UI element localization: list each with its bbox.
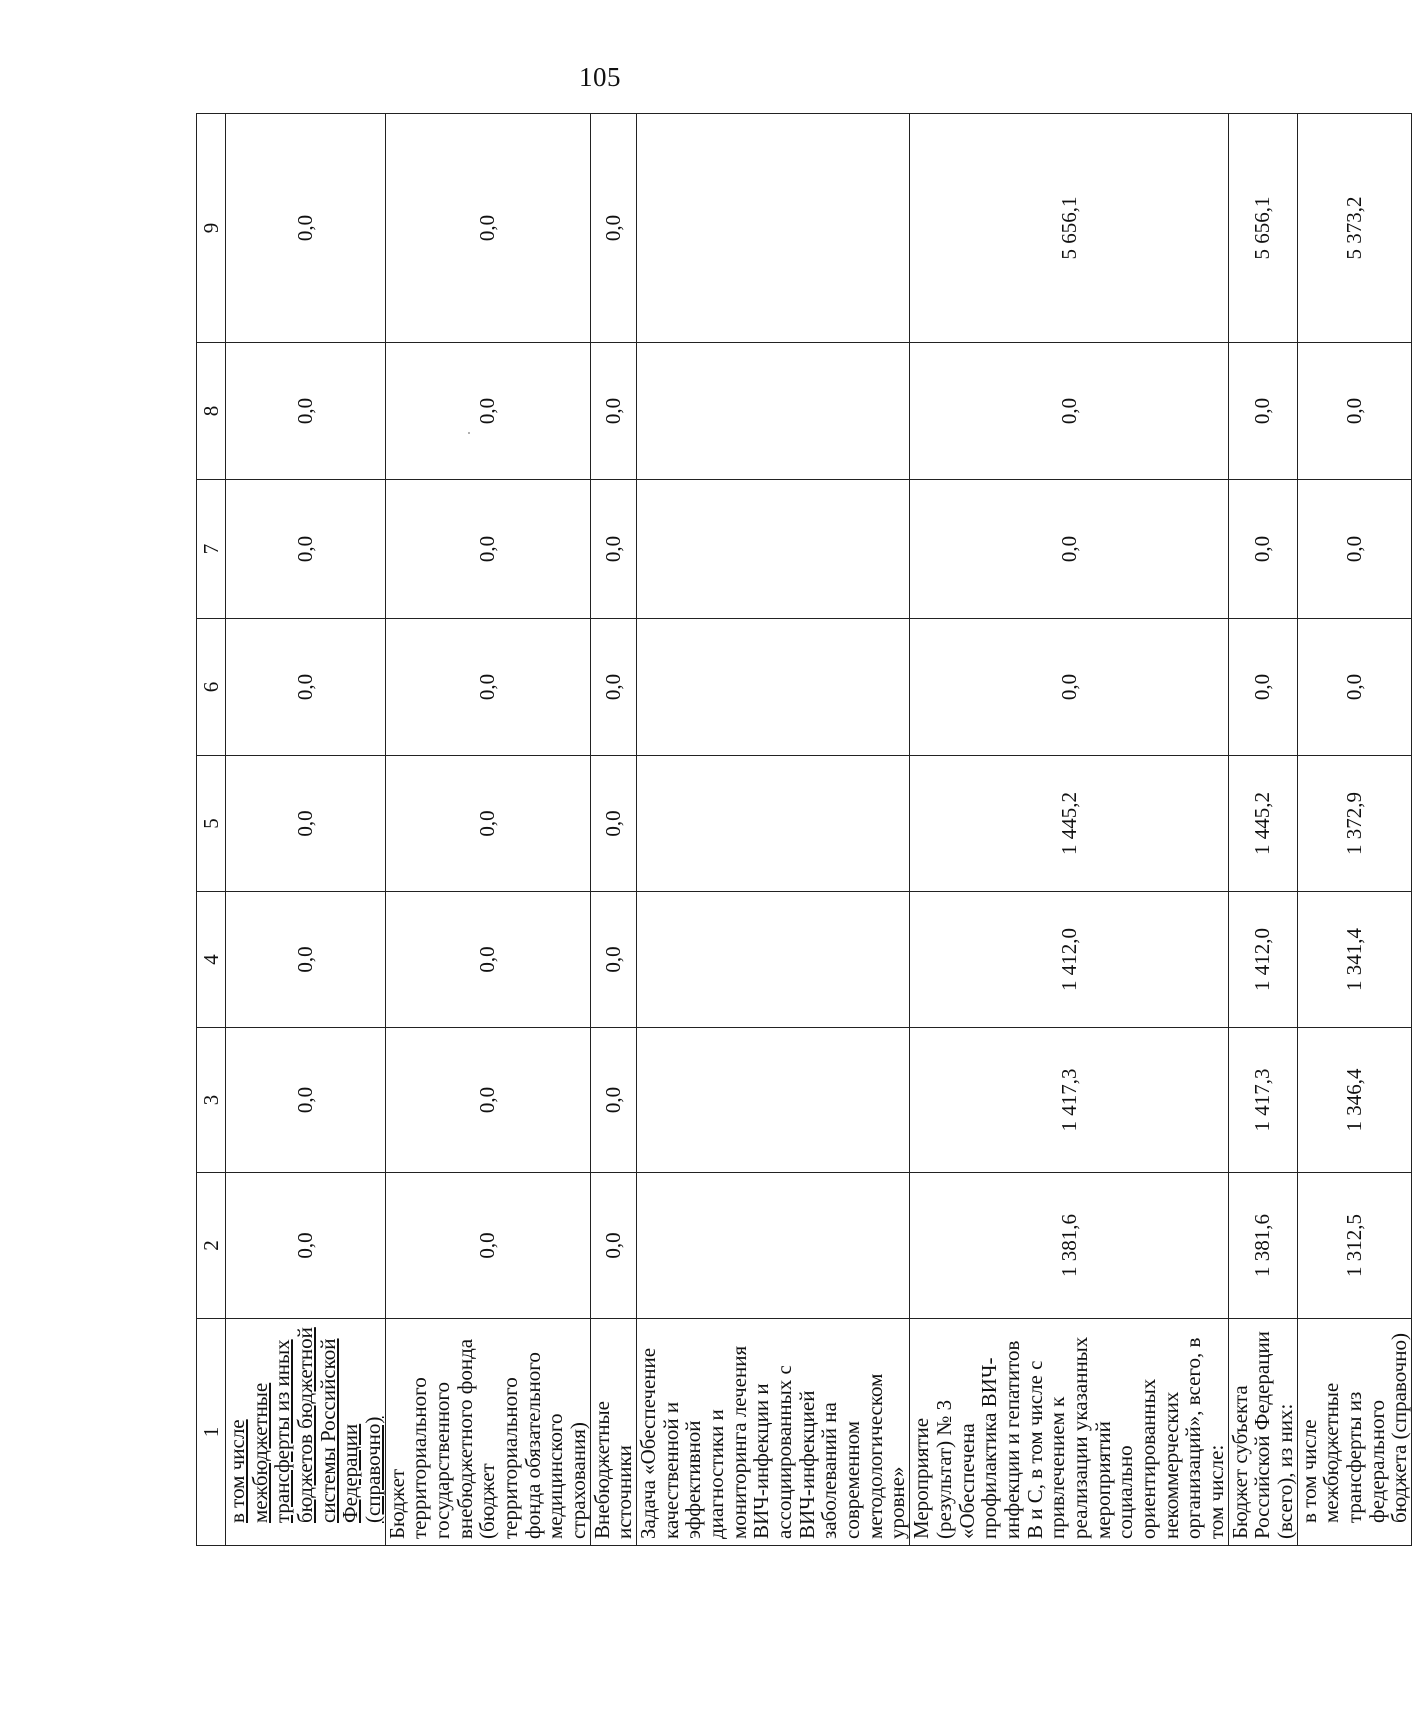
row-label: Мероприятие (результат) № 3 «Обеспечена профилактика ВИЧ-инфекции и гепатитов В и С, в том числе с привлечением к реализации указанных мероприятий социально ориентированных некоммерческих организаций», всего, в том числе: — [910, 1319, 1228, 1546]
table-cell: 0,0 — [590, 480, 636, 619]
row-label: Бюджет территориального государственного внебюджетного фонда (бюджет территориального фонда обязательного медицинского страхования) — [385, 1319, 590, 1546]
column-header: 9 — [197, 114, 226, 343]
table-cell: 0,0 — [226, 619, 386, 756]
table-cell: 0,0 — [590, 343, 636, 480]
table-cell: 0,0 — [385, 756, 590, 892]
row-label — [226, 1319, 386, 1546]
row-label: Внебюджетные источники — [590, 1319, 636, 1546]
table-row — [226, 114, 386, 1546]
table-cell: 5 656,1 — [910, 114, 1228, 343]
table-row — [637, 114, 910, 1546]
table-cell: 1 445,2 — [910, 756, 1228, 892]
table-cell: 0,0 — [1228, 343, 1297, 480]
table-cell — [637, 1173, 910, 1319]
table-cell: 0,0 — [226, 1173, 386, 1319]
table-cell: 1 417,3 — [910, 1028, 1228, 1173]
column-header: 6 — [197, 619, 226, 756]
table-row — [1297, 114, 1411, 1546]
table-row — [385, 114, 590, 1546]
table-cell: 1 412,0 — [910, 892, 1228, 1028]
table-cell: 0,0 — [910, 480, 1228, 619]
column-header: 1 — [197, 1319, 226, 1546]
column-header: 8 — [197, 343, 226, 480]
table-cell — [637, 619, 910, 756]
table-frame — [196, 114, 1412, 1546]
table-cell: 0,0 — [226, 892, 386, 1028]
column-header: 7 — [197, 480, 226, 619]
table-cell: 0,0 — [910, 619, 1228, 756]
budget-table — [196, 113, 1412, 1546]
table-cell: 0,0 — [1228, 480, 1297, 619]
column-header: 4 — [197, 892, 226, 1028]
table-cell: 0,0 — [385, 1028, 590, 1173]
page-number: 105 — [579, 62, 621, 92]
table-cell: 0,0 — [590, 619, 636, 756]
table-cell — [637, 114, 910, 343]
table-cell: 0,0 — [1297, 343, 1411, 480]
scan-speck — [468, 432, 470, 434]
table-cell: 1 372,9 — [1297, 756, 1411, 892]
table-cell: 0,0 — [385, 1173, 590, 1319]
table-cell: 0,0 — [910, 343, 1228, 480]
table-cell: 5 656,1 — [1228, 114, 1297, 343]
table-cell: 0,0 — [226, 480, 386, 619]
table-cell: 0,0 — [590, 1173, 636, 1319]
table-cell: 0,0 — [226, 343, 386, 480]
table-cell — [637, 343, 910, 480]
table-cell: 0,0 — [385, 480, 590, 619]
table-cell: 0,0 — [385, 619, 590, 756]
row-label: Задача «Обеспечение качественной и эффективной диагностики и мониторинга лечения ВИЧ-инфекции и ассоциированных с ВИЧ-инфекцией заболеваний на современном методологическом уровне» — [637, 1319, 910, 1546]
table-cell: 1 381,6 — [910, 1173, 1228, 1319]
table-cell: 0,0 — [226, 756, 386, 892]
table-row — [910, 114, 1228, 1546]
table-cell: 0,0 — [226, 114, 386, 343]
column-header: 5 — [197, 756, 226, 892]
table-cell: 1 381,6 — [1228, 1173, 1297, 1319]
table-cell: 0,0 — [1228, 619, 1297, 756]
table-cell: 0,0 — [1297, 619, 1411, 756]
table-cell — [637, 480, 910, 619]
row-label-text: в том числе межбюджетные трансферты из иных бюджетов бюджетной системы Российской Федерации (справочно) — [225, 1327, 386, 1523]
table-cell: 0,0 — [590, 892, 636, 1028]
table-cell: 0,0 — [590, 756, 636, 892]
header-row — [197, 114, 226, 1546]
table-cell: 1 341,4 — [1297, 892, 1411, 1028]
table-cell: 0,0 — [385, 343, 590, 480]
table-cell: 0,0 — [226, 1028, 386, 1173]
table-row — [1228, 114, 1297, 1546]
table-cell: 1 412,0 — [1228, 892, 1297, 1028]
row-label: в том числе межбюджетные трансферты из федерального бюджета (справочно) — [1297, 1319, 1411, 1546]
table-cell — [637, 892, 910, 1028]
row-label: Бюджет субъекта Российской Федерации (всего), из них: — [1228, 1319, 1297, 1546]
table-cell — [637, 756, 910, 892]
table-cell: 5 373,2 — [1297, 114, 1411, 343]
table-cell: 0,0 — [590, 1028, 636, 1173]
column-header: 2 — [197, 1173, 226, 1319]
table-cell: 0,0 — [385, 114, 590, 343]
table-cell: 0,0 — [590, 114, 636, 343]
table-cell: 1 417,3 — [1228, 1028, 1297, 1173]
table-cell — [637, 1028, 910, 1173]
rotated-table-container — [196, 114, 1412, 1546]
table-row — [590, 114, 636, 1546]
table-cell: 1 346,4 — [1297, 1028, 1411, 1173]
table-cell: 1 445,2 — [1228, 756, 1297, 892]
table-cell: 1 312,5 — [1297, 1173, 1411, 1319]
table-cell: 0,0 — [1297, 480, 1411, 619]
column-header: 3 — [197, 1028, 226, 1173]
table-cell: 0,0 — [385, 892, 590, 1028]
